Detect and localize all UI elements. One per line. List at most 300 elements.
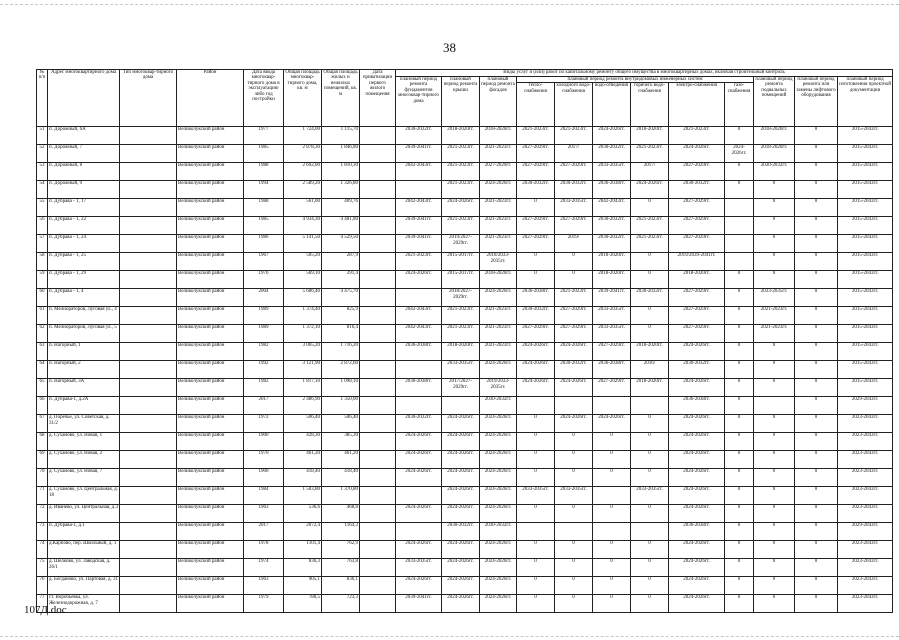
cell-electric: 2024-2026гг. xyxy=(669,469,725,487)
cell-type xyxy=(120,217,177,235)
cell-foundation xyxy=(396,361,442,379)
cell-project-docs: 2023-2043гг. xyxy=(838,415,893,433)
cell-num: 53 xyxy=(37,163,48,181)
cell-living-area: 1 115,70 xyxy=(322,127,360,145)
cell-heat: 2027-2029гг. xyxy=(517,325,555,343)
cell-heat: 2030-2032гг. xyxy=(517,307,555,325)
cell-gas: 0 xyxy=(725,343,754,361)
cell-electric: 2027-2029гг. xyxy=(669,163,725,181)
cell-facade: 2024-2026гг. xyxy=(480,541,517,559)
cell-hot-water: 2016/ xyxy=(631,361,669,379)
cell-year: 1982 xyxy=(244,343,284,361)
cell-heat: 2027-2029гг. xyxy=(517,235,555,253)
cell-gas: 0 xyxy=(725,271,754,289)
cell-address: п. Нагорный, 3А xyxy=(48,379,120,397)
cell-cold-water: 2033-2035гг. xyxy=(555,487,593,505)
cell-hot-water: 2018-2020гг. xyxy=(631,127,669,145)
cell-heat: 0 xyxy=(517,505,555,523)
cell-electric: 2024-2026гг. xyxy=(669,145,725,163)
cell-foundation: 2039-2041гг. xyxy=(396,145,442,163)
table-row xyxy=(37,271,893,289)
cell-foundation: 2042-2043гг. xyxy=(396,163,442,181)
cell-living-area: 385,30 xyxy=(322,433,360,451)
cell-district: Великолукский район xyxy=(177,307,244,325)
cell-elevator: 0 xyxy=(795,433,838,451)
cell-address: д. Суханово, ул. Центральная, д. 18 xyxy=(48,487,120,505)
cell-foundation: 2039-2041гг. xyxy=(396,217,442,235)
header-systems-group: плановый период ремонта внутридомовых инженерных систем xyxy=(517,77,754,83)
header-works-group: Виды услуг и (или) работ по капитальному ремонту общего имущества в многоквартирных домах, включая строительный контроль xyxy=(396,70,893,77)
cell-foundation: 2024-2026гг. xyxy=(396,541,442,559)
cell-num: 70 xyxy=(37,469,48,487)
cell-year: 1989 xyxy=(244,307,284,325)
cell-total-area: 561,00 xyxy=(284,199,322,217)
cell-type xyxy=(120,271,177,289)
cell-year: 1970 xyxy=(244,451,284,469)
cell-num: 69 xyxy=(37,451,48,469)
cell-cold-water: 2024-2026гг. xyxy=(555,415,593,433)
cell-district: Великолукский район xyxy=(177,415,244,433)
cell-hot-water: 2021-2023гг. xyxy=(631,217,669,235)
header-type: Тип многоквар-тирного дома xyxy=(120,70,177,127)
cell-elevator: 0 xyxy=(795,325,838,343)
cell-heat: 0 xyxy=(517,577,555,595)
cell-elevator: 0 xyxy=(795,163,838,181)
cell-address: д. Иванево, ул. Центральная, д.3 xyxy=(48,505,120,523)
cell-type xyxy=(120,559,177,577)
header-elevator: плановый период ремонта или замены лифтового оборудования xyxy=(795,77,838,127)
cell-total-area: 5 141,50 xyxy=(284,235,322,253)
cell-total-area: 3 121,90 xyxy=(284,361,322,379)
header-num: № п/п xyxy=(37,70,48,127)
table-row xyxy=(37,451,893,469)
cell-basement: 0 xyxy=(754,361,795,379)
cell-privatization xyxy=(360,361,396,379)
cell-privatization xyxy=(360,217,396,235)
cell-roof: 2030-2032гг. xyxy=(442,523,480,541)
cell-district: Великолукский район xyxy=(177,433,244,451)
cell-privatization xyxy=(360,127,396,145)
cell-privatization xyxy=(360,163,396,181)
cell-address: п. Дорожный, 8 xyxy=(48,163,120,181)
cell-gas: 0 xyxy=(725,577,754,595)
cell-facade: 2018-2020гг. xyxy=(480,271,517,289)
cell-privatization xyxy=(360,559,396,577)
cell-foundation xyxy=(396,523,442,541)
cell-roof: 2024-2026гг. xyxy=(442,577,480,595)
cell-privatization xyxy=(360,541,396,559)
cell-electric: 2024-2026гг. xyxy=(669,559,725,577)
cell-facade: 2030-2032гг. xyxy=(480,523,517,541)
cell-facade: 2024-2026гг. xyxy=(480,415,517,433)
header-year: Дата ввода многоквар-тирного дома в эксплуатацию либо год постройки xyxy=(244,70,284,127)
cell-roof: 2024-2026гг. xyxy=(442,433,480,451)
cell-foundation: 2042-2043гг. xyxy=(396,325,442,343)
cell-foundation: 2024-2026гг. xyxy=(396,577,442,595)
cell-num: 60 xyxy=(37,289,48,307)
cell-basement: 2033-2035гг. xyxy=(754,289,795,307)
table-row xyxy=(37,181,893,199)
cell-address: п. Дубрава-1, д.2А xyxy=(48,397,120,415)
cell-living-area: 468,8 xyxy=(322,505,360,523)
cell-basement: 0 xyxy=(754,217,795,235)
cell-district: Великолукский район xyxy=(177,163,244,181)
cell-elevator: 0 xyxy=(795,559,838,577)
cell-gas xyxy=(725,253,754,271)
cell-electric: 2027-2029гг. xyxy=(669,307,725,325)
cell-project-docs: 2023-2043гг. xyxy=(838,577,893,595)
table-row xyxy=(37,595,893,613)
cell-year: 1979 xyxy=(244,595,284,613)
cell-privatization xyxy=(360,379,396,397)
cell-project-docs: 2015-2043гг. xyxy=(838,361,893,379)
cell-total-area: 1 372,10 xyxy=(284,325,322,343)
cell-type xyxy=(120,577,177,595)
cell-district: Великолукский район xyxy=(177,361,244,379)
cell-facade: 2024-2026гг. xyxy=(480,181,517,199)
cell-facade: 2024-2026гг. xyxy=(480,595,517,613)
cell-elevator: 0 xyxy=(795,145,838,163)
cell-project-docs: 2015-2043гг. xyxy=(838,127,893,145)
cell-num: 67 xyxy=(37,415,48,433)
cell-gas: 2024-2026гг. xyxy=(725,145,754,163)
cell-type xyxy=(120,325,177,343)
cell-basement: 0 xyxy=(754,559,795,577)
cell-cold-water: 0 xyxy=(555,559,593,577)
cell-cold-water xyxy=(555,523,593,541)
cell-living-area: 1 350,00 xyxy=(322,397,360,415)
cell-district: Великолукский район xyxy=(177,217,244,235)
cell-privatization xyxy=(360,289,396,307)
cell-cold-water xyxy=(555,397,593,415)
cell-electric: 2019/2039-2041гг. xyxy=(669,253,725,271)
cell-foundation: 2042-2043гг. xyxy=(396,199,442,217)
cell-roof: 2018/2027-2029гг. xyxy=(442,289,480,307)
cell-gas: 0 xyxy=(725,451,754,469)
cell-num: 76 xyxy=(37,577,48,595)
cell-facade: 2024-2026гг. xyxy=(480,505,517,523)
cell-sewer: 0 xyxy=(593,577,631,595)
cell-elevator: 0 xyxy=(795,523,838,541)
cell-heat: 2021-2023гг. xyxy=(517,127,555,145)
cell-type xyxy=(120,235,177,253)
cell-total-area: 536,6 xyxy=(284,505,322,523)
cell-heat xyxy=(517,523,555,541)
cell-elevator: 0 xyxy=(795,469,838,487)
cell-type xyxy=(120,163,177,181)
cell-num: 68 xyxy=(37,433,48,451)
cell-sewer xyxy=(593,397,631,415)
cell-project-docs: 2015-2043гг. xyxy=(838,325,893,343)
cell-heat: 2033-2035гг. xyxy=(517,487,555,505)
cell-elevator: 0 xyxy=(795,361,838,379)
cell-living-area: 1 810,30 xyxy=(322,163,360,181)
cell-roof: 2019/2027-2029гг. xyxy=(442,235,480,253)
cell-elevator: 0 xyxy=(795,253,838,271)
cell-roof: 2024-2026гг. xyxy=(442,469,480,487)
cell-facade: 2021-2023гг. xyxy=(480,199,517,217)
cell-hot-water: 0 xyxy=(631,271,669,289)
cell-roof: 2015-2017гг. xyxy=(442,271,480,289)
cell-project-docs: 2015-2043гг. xyxy=(838,289,893,307)
cell-gas: 0 xyxy=(725,505,754,523)
cell-privatization xyxy=(360,523,396,541)
cell-total-area: 780,5 xyxy=(284,595,322,613)
cell-gas: 0 xyxy=(725,289,754,307)
cell-gas: 0 xyxy=(725,433,754,451)
cell-privatization xyxy=(360,235,396,253)
cell-address: п. Мелиораторов, Луговая ул., 5 xyxy=(48,325,120,343)
cell-living-area: 4 529,50 xyxy=(322,235,360,253)
cell-cold-water: 0 xyxy=(555,505,593,523)
cell-total-area: 2 589,20 xyxy=(284,181,322,199)
cell-foundation xyxy=(396,181,442,199)
cell-roof: 2018-2020гг. xyxy=(442,343,480,361)
cell-type xyxy=(120,595,177,613)
cell-sewer: 0 xyxy=(593,469,631,487)
cell-basement: 0 xyxy=(754,253,795,271)
cell-type xyxy=(120,487,177,505)
cell-project-docs: 2029-2043гг. xyxy=(838,397,893,415)
cell-cold-water: 2030-2032гг. xyxy=(555,361,593,379)
cell-year: 1900 xyxy=(244,433,284,451)
cell-living-area: 4 481,80 xyxy=(322,217,360,235)
cell-address: д. Суханово, ул. Новая, 7 xyxy=(48,469,120,487)
cell-hot-water: 0 xyxy=(631,559,669,577)
cell-sewer: 2024-2026гг. xyxy=(593,415,631,433)
cell-privatization xyxy=(360,181,396,199)
cell-type xyxy=(120,451,177,469)
cell-privatization xyxy=(360,307,396,325)
header-project-docs: плановый период изготовления проектной документации xyxy=(838,77,893,127)
cell-roof: 2021-2023гг. xyxy=(442,307,480,325)
cell-hot-water: 0 xyxy=(631,541,669,559)
cell-district: Великолукский район xyxy=(177,487,244,505)
cell-roof: 2024-2026гг. xyxy=(442,451,480,469)
cell-hot-water: 0 xyxy=(631,433,669,451)
cell-sewer: 2036-2038гг. xyxy=(593,361,631,379)
cell-living-area: 763,8 xyxy=(322,559,360,577)
cell-address: п. Дубрава - 1, 29 xyxy=(48,271,120,289)
cell-living-area: 2 872,60 xyxy=(322,361,360,379)
cell-num: 74 xyxy=(37,541,48,559)
cell-electric: 2030-2032гг. xyxy=(669,181,725,199)
cell-type xyxy=(120,379,177,397)
cell-basement: 0 xyxy=(754,271,795,289)
cell-living-area: 1 098,10 xyxy=(322,379,360,397)
header-electric: электро-снабжения xyxy=(669,83,725,127)
cell-type xyxy=(120,307,177,325)
capital-repair-table xyxy=(36,69,893,613)
cell-roof: 2024-2026гг. xyxy=(442,559,480,577)
cell-basement: 0 xyxy=(754,181,795,199)
cell-electric: 2024-2026гг. xyxy=(669,505,725,523)
cell-total-area: 1 503,80 xyxy=(284,487,322,505)
cell-district: Великолукский район xyxy=(177,235,244,253)
table-row xyxy=(37,433,893,451)
cell-privatization xyxy=(360,343,396,361)
cell-electric: 2027-2029гг. xyxy=(669,217,725,235)
cell-cold-water: 0 xyxy=(555,577,593,595)
cell-sewer: 2027-2029гг. xyxy=(593,379,631,397)
cell-cold-water: 0 xyxy=(555,541,593,559)
cell-gas: 0 xyxy=(725,541,754,559)
cell-type xyxy=(120,523,177,541)
cell-type xyxy=(120,127,177,145)
table-row xyxy=(37,397,893,415)
cell-address: д. Богданово, ул. Партовая, д. 31 xyxy=(48,577,120,595)
cell-electric: 2036-2038гг. xyxy=(669,397,725,415)
cell-privatization xyxy=(360,487,396,505)
cell-elevator: 0 xyxy=(795,199,838,217)
cell-cold-water: 2030-2032гг. xyxy=(555,181,593,199)
cell-facade: 2021-2023гг. xyxy=(480,343,517,361)
cell-electric: 2024-2026гг. xyxy=(669,343,725,361)
cell-facade: 2021-2023гг. xyxy=(480,145,517,163)
cell-address: п. Дубрава - 1, 17 xyxy=(48,199,120,217)
cell-living-area: 1 716,20 xyxy=(322,343,360,361)
table-row xyxy=(37,379,893,397)
cell-sewer: 2018-2020гг. xyxy=(593,271,631,289)
cell-total-area: 505,20 xyxy=(284,253,322,271)
cell-total-area: 1101,4 xyxy=(284,541,322,559)
cell-gas: 0 xyxy=(725,523,754,541)
header-basement: плановый период ремонта подвальных помещений xyxy=(754,77,795,127)
cell-elevator: 0 xyxy=(795,577,838,595)
cell-project-docs: 2023-2043гг. xyxy=(838,451,893,469)
cell-cold-water: 2033-2035гг. xyxy=(555,199,593,217)
cell-living-area: 816,4 xyxy=(322,325,360,343)
cell-year: 1988 xyxy=(244,199,284,217)
header-sewer: водо-отведения xyxy=(593,83,631,127)
cell-district: Великолукский район xyxy=(177,523,244,541)
cell-year: 1977 xyxy=(244,127,284,145)
cell-basement: 0 xyxy=(754,505,795,523)
cell-district: Великолукский район xyxy=(177,199,244,217)
cell-sewer: 2033-2035гг. xyxy=(593,325,631,343)
table-row xyxy=(37,127,893,145)
cell-basement: 0 xyxy=(754,523,795,541)
cell-type xyxy=(120,289,177,307)
cell-total-area: 418,40 xyxy=(284,469,322,487)
cell-privatization xyxy=(360,199,396,217)
cell-type xyxy=(120,145,177,163)
cell-basement: 2018-2020гг. xyxy=(754,127,795,145)
cell-living-area: 287,9 xyxy=(322,253,360,271)
cell-year: 1982 xyxy=(244,379,284,397)
cell-elevator: 0 xyxy=(795,343,838,361)
cell-gas: 0 xyxy=(725,559,754,577)
cell-address: д. Суханово, ул. Новая, 1 xyxy=(48,433,120,451)
cell-type xyxy=(120,343,177,361)
cell-privatization xyxy=(360,469,396,487)
cell-sewer xyxy=(593,523,631,541)
header-district: Район xyxy=(177,70,244,127)
cell-privatization xyxy=(360,415,396,433)
cell-elevator: 0 xyxy=(795,271,838,289)
header-foundation: плановый период ремонта фундаментов многоквар-тирного дома xyxy=(396,77,442,127)
cell-heat: 0 xyxy=(517,253,555,271)
cell-district: Великолукский район xyxy=(177,271,244,289)
cell-roof: 2021-2023гг. xyxy=(442,181,480,199)
table-row xyxy=(37,541,893,559)
cell-electric: 2024-2026гг. xyxy=(669,577,725,595)
cell-year: 1988 xyxy=(244,163,284,181)
cell-year: 1974 xyxy=(244,559,284,577)
cell-facade: 2024-2026гг. xyxy=(480,469,517,487)
cell-sewer: 2030-2032гг. xyxy=(593,145,631,163)
cell-hot-water xyxy=(631,523,669,541)
cell-roof: 2024-2026гг. xyxy=(442,199,480,217)
table-row xyxy=(37,145,893,163)
header-living-area: Общая площадь жилых и нежилых помещений, кв. м xyxy=(322,70,360,127)
cell-sewer: 2033-2035гг. xyxy=(593,307,631,325)
cell-facade: 2027-2029гг. xyxy=(480,163,517,181)
cell-gas: 0 xyxy=(725,163,754,181)
cell-roof: 2015-2017гг. xyxy=(442,253,480,271)
cell-year: 1985 xyxy=(244,217,284,235)
cell-facade: 2019/2033-2035гг. xyxy=(480,379,517,397)
cell-gas: 0 xyxy=(725,397,754,415)
cell-elevator: 0 xyxy=(795,415,838,433)
cell-foundation: 2030-2032гг. xyxy=(396,127,442,145)
cell-heat: 0 xyxy=(517,469,555,487)
cell-electric: 2024-2026гг. xyxy=(669,541,725,559)
table-row xyxy=(37,487,893,505)
cell-year: 1963 xyxy=(244,505,284,523)
cell-privatization xyxy=(360,253,396,271)
cell-hot-water: 0 xyxy=(631,199,669,217)
cell-hot-water: 2021-2023гг. xyxy=(631,235,669,253)
cell-project-docs: 2015-2043гг. xyxy=(838,235,893,253)
cell-project-docs: 2015-2043гг. xyxy=(838,163,893,181)
cell-num: 56 xyxy=(37,217,48,235)
cell-heat: 2036-2038гг. xyxy=(517,289,555,307)
cell-total-area: 2 878,30 xyxy=(284,145,322,163)
cell-project-docs: 2015-2043гг. xyxy=(838,217,893,235)
cell-elevator: 0 xyxy=(795,505,838,523)
cell-foundation: 2024-2026гг. xyxy=(396,469,442,487)
cell-foundation: 2039-2041гг. xyxy=(396,595,442,613)
cell-cold-water: 2024-2026гг. xyxy=(555,343,593,361)
cell-hot-water: 0 xyxy=(631,325,669,343)
table-row xyxy=(37,325,893,343)
cell-district: Великолукский район xyxy=(177,289,244,307)
cell-num: 71 xyxy=(37,487,48,505)
cell-living-area: 4 475,70 xyxy=(322,289,360,307)
cell-roof xyxy=(442,397,480,415)
cell-district: Великолукский район xyxy=(177,541,244,559)
cell-hot-water: 2030-2032гг. xyxy=(631,289,669,307)
cell-roof: 2024-2026гг. xyxy=(442,595,480,613)
cell-address: д. Поречье, ул. Советская, д. 31/2 xyxy=(48,415,120,433)
cell-privatization xyxy=(360,595,396,613)
cell-privatization xyxy=(360,577,396,595)
cell-year: 1994 xyxy=(244,181,284,199)
cell-facade: 2024-2026гг. xyxy=(480,451,517,469)
cell-elevator: 0 xyxy=(795,379,838,397)
cell-privatization xyxy=(360,145,396,163)
cell-basement: 2021-2023гг. xyxy=(754,307,795,325)
cell-basement: 0 xyxy=(754,379,795,397)
cell-sewer: 2018-2020гг. xyxy=(593,253,631,271)
cell-foundation: 2024-2026гг. xyxy=(396,433,442,451)
cell-district: Великолукский район xyxy=(177,595,244,613)
cell-type xyxy=(120,181,177,199)
cell-gas xyxy=(725,235,754,253)
cell-elevator: 0 xyxy=(795,595,838,613)
cell-address: п. Дорожный, 7 xyxy=(48,145,120,163)
